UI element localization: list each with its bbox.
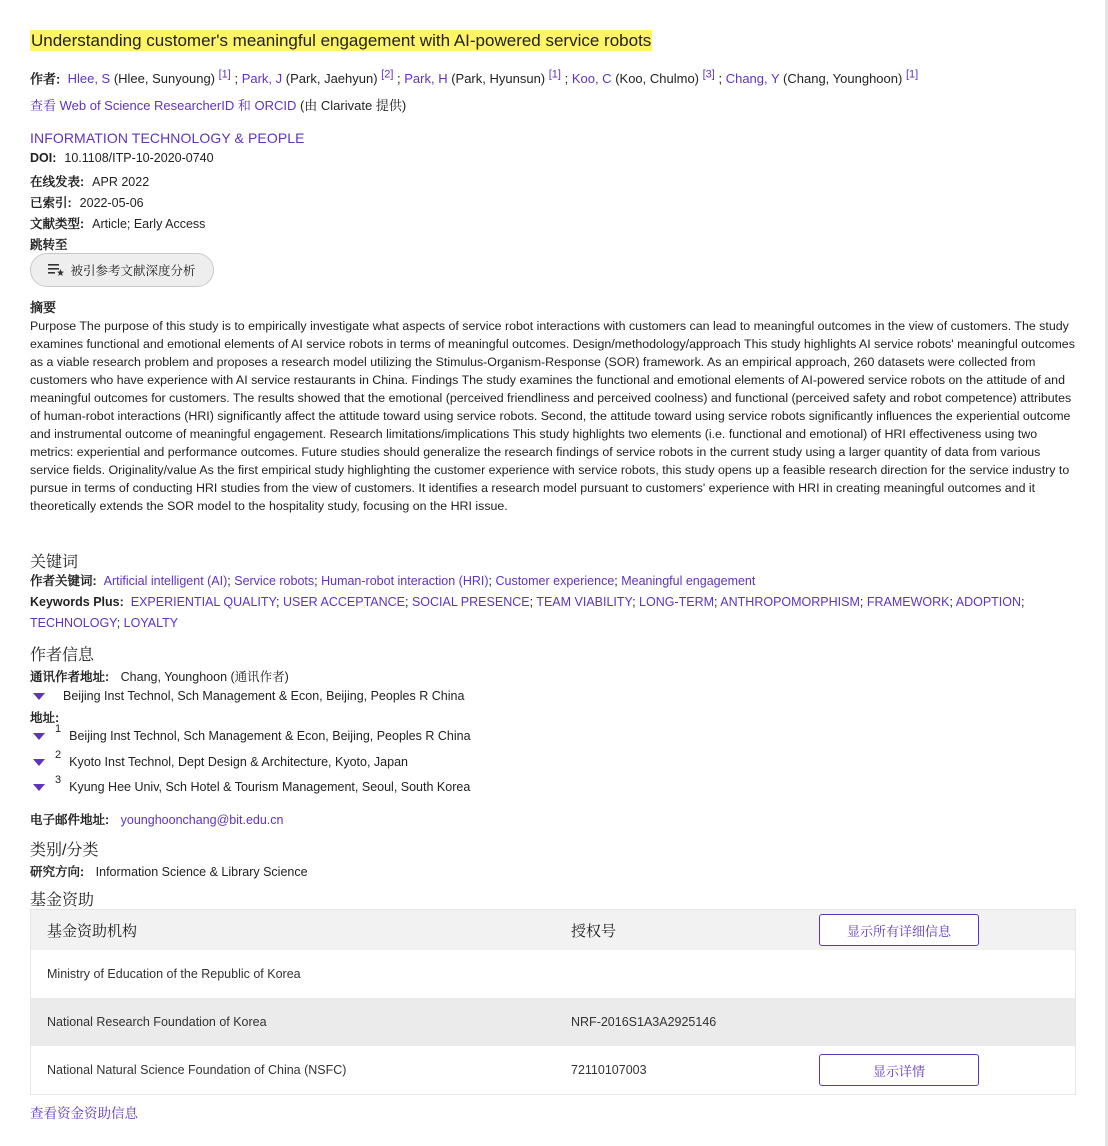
doi-row <box>30 151 214 165</box>
keyword-link[interactable]: Service robots <box>234 574 315 588</box>
keyword-separator: ; <box>314 574 322 588</box>
keyword-link[interactable]: TECHNOLOGY <box>30 616 117 630</box>
author-list <box>68 71 919 86</box>
researcher-id-link[interactable]: 查看 Web of Science ResearcherID 和 ORCID <box>30 98 297 113</box>
research-area-row <box>30 862 308 880</box>
keyword-separator: ; <box>529 595 537 609</box>
doctype-row <box>30 214 205 232</box>
funding-agency: National Natural Science Foundation of China (NSFC) <box>47 1063 347 1077</box>
corr-address-row[interactable] <box>30 689 464 703</box>
keyword-link[interactable]: FRAMEWORK <box>866 595 950 609</box>
triangle-down-icon[interactable] <box>33 733 45 740</box>
funding-row <box>31 1046 1075 1094</box>
abstract-heading: 摘要 <box>30 300 57 315</box>
doctype-label: 文献类型: <box>30 217 85 231</box>
keyword-link[interactable]: TEAM VIABILITY <box>536 595 633 609</box>
keyword-separator: ; <box>116 616 124 630</box>
author-keywords-list <box>104 574 756 588</box>
researcher-id-line <box>30 95 406 114</box>
funding-table <box>30 909 1076 1095</box>
jump-row <box>30 235 76 253</box>
funding-row <box>31 998 1075 1046</box>
authors-line <box>30 66 1076 88</box>
funding-table-header <box>31 910 1075 950</box>
author-separator: ; <box>393 71 405 87</box>
corr-row <box>30 667 289 685</box>
email-link[interactable]: younghoonchang@bit.edu.cn <box>120 813 284 827</box>
researcher-provider: (由 Clarivate 提供) <box>299 98 407 113</box>
title-wrap <box>30 31 652 51</box>
jump-label: 跳转至 <box>30 238 68 252</box>
author-affiliation-ref[interactable]: [2] <box>381 69 394 81</box>
address-text: Kyung Hee Univ, Sch Hotel & Tourism Management, Seoul, South Korea <box>69 780 471 794</box>
address-number: 2 <box>55 749 62 761</box>
author-affiliation-ref[interactable]: [1] <box>905 69 919 81</box>
author-separator: ; <box>714 71 726 87</box>
keywords-plus-label: Keywords Plus: <box>30 595 124 609</box>
keyword-separator: ; <box>614 574 622 588</box>
author-fullname: (Park, Hyunsun) <box>447 71 549 87</box>
keyword-link[interactable]: USER ACCEPTANCE <box>282 595 405 609</box>
grant-column-header: 授权号 <box>571 922 617 940</box>
funding-agency: National Research Foundation of Korea <box>47 1015 267 1029</box>
email-label: 电子邮件地址: <box>30 813 110 827</box>
keywords-plus-row <box>30 592 1076 634</box>
funding-heading: 基金资助 <box>30 892 95 909</box>
author-fullname: (Koo, Chulmo) <box>611 71 703 87</box>
keyword-link[interactable]: Human-robot interaction (HRI) <box>321 574 489 588</box>
show-all-details-button[interactable]: 显示所有详细信息 <box>819 914 979 946</box>
keyword-separator: ; <box>859 595 867 609</box>
address-row[interactable] <box>30 774 471 794</box>
keyword-separator: ; <box>714 595 721 609</box>
author-link[interactable]: Chang, Y <box>725 71 780 87</box>
author-link[interactable]: Park, H <box>404 71 448 87</box>
doi-value: 10.1108/ITP-10-2020-0740 <box>64 151 214 165</box>
author-affiliation-ref[interactable]: [1] <box>548 69 561 81</box>
indexed-value: 2022-05-06 <box>79 196 144 210</box>
author-separator: ; <box>560 71 572 87</box>
author-separator: ; <box>230 71 242 87</box>
keyword-link[interactable]: LOYALTY <box>123 616 179 630</box>
author-affiliation-ref[interactable]: [1] <box>218 69 231 81</box>
keyword-separator: ; <box>276 595 283 609</box>
article-title: Understanding customer's meaningful engagement with AI-powered service robots <box>31 31 652 50</box>
keyword-separator: ; <box>949 595 956 609</box>
address-number: 1 <box>55 723 62 735</box>
funding-agency: Ministry of Education of the Republic of Korea <box>47 967 301 981</box>
author-link[interactable]: Park, J <box>241 71 283 87</box>
address-text: Kyoto Inst Technol, Dept Design & Architecture, Kyoto, Japan <box>69 755 408 769</box>
grant-number: NRF-2016S1A3A2925146 <box>571 1015 717 1029</box>
keyword-link[interactable]: Customer experience <box>495 574 615 588</box>
corr-name: Chang, Younghoon <box>120 670 228 684</box>
journal-link[interactable]: INFORMATION TECHNOLOGY & PEOPLE <box>30 130 305 146</box>
doctype-value: Article; Early Access <box>92 217 206 231</box>
online-value: APR 2022 <box>92 175 150 189</box>
list-star-icon <box>48 262 64 279</box>
author-keywords-label: 作者关键词: <box>30 574 97 588</box>
keywords-plus-list <box>30 595 1025 630</box>
address-text: Beijing Inst Technol, Sch Management & Econ, Beijing, Peoples R China <box>69 729 471 743</box>
keyword-link[interactable]: SOCIAL PRESENCE <box>411 595 530 609</box>
keyword-separator: ; <box>405 595 412 609</box>
triangle-down-icon[interactable] <box>33 784 45 791</box>
research-area-label: 研究方向: <box>30 865 85 879</box>
doi-label: DOI: <box>30 151 57 165</box>
keyword-separator: ; <box>488 574 496 588</box>
author-info-heading: 作者信息 <box>30 647 95 664</box>
triangle-down-icon[interactable] <box>33 759 45 766</box>
keyword-separator: ; <box>227 574 235 588</box>
author-link[interactable]: Hlee, S <box>67 71 111 87</box>
author-fullname: (Park, Jaehyun) <box>282 71 382 87</box>
address-number: 3 <box>55 774 62 786</box>
authors-label: 作者: <box>30 71 61 87</box>
address-row[interactable] <box>30 723 471 743</box>
show-details-button[interactable]: 显示详情 <box>819 1054 979 1086</box>
address-row[interactable] <box>30 749 408 769</box>
agency-column-header: 基金资助机构 <box>47 922 138 940</box>
funding-row <box>31 950 1075 998</box>
research-area-value: Information Science & Library Science <box>95 865 308 879</box>
grant-number: 72110107003 <box>571 1063 647 1077</box>
triangle-down-icon[interactable] <box>33 693 45 700</box>
author-link[interactable]: Koo, C <box>571 71 612 87</box>
keyword-separator: ; <box>632 595 640 609</box>
online-row <box>30 172 149 190</box>
corr-tag: (通讯作者) <box>230 670 289 684</box>
citation-analysis-button[interactable] <box>30 253 214 287</box>
keyword-link[interactable]: EXPERIENTIAL QUALITY <box>130 595 277 609</box>
keywords-heading: 关键词 <box>30 554 79 571</box>
category-heading: 类别/分类 <box>30 842 99 859</box>
view-funding-link[interactable]: 查看资金资助信息 <box>30 1106 138 1121</box>
citation-analysis-label: 被引参考文献深度分析 <box>70 264 196 278</box>
email-row <box>30 810 283 828</box>
online-label: 在线发表: <box>30 175 85 189</box>
indexed-row <box>30 193 144 211</box>
keyword-link[interactable]: ANTHROPOMORPHISM <box>720 595 860 609</box>
addr-label: 地址: <box>30 711 60 725</box>
keyword-link[interactable]: LONG-TERM <box>639 595 715 609</box>
author-fullname: (Chang, Younghoon) <box>779 71 906 87</box>
author-affiliation-ref[interactable]: [3] <box>702 69 715 81</box>
keyword-separator: ; <box>1021 595 1025 609</box>
keyword-link[interactable]: Artificial intelligent (AI) <box>103 574 228 588</box>
corr-address: Beijing Inst Technol, Sch Management & Econ, Beijing, Peoples R China <box>63 689 465 703</box>
author-fullname: (Hlee, Sunyoung) <box>110 71 219 87</box>
keyword-link[interactable]: ADOPTION <box>955 595 1022 609</box>
author-keywords-row <box>30 571 1076 592</box>
abstract-text: Purpose The purpose of this study is to empirically investigate what aspects of service robot interactions with customers can lead to meaningful outcomes in the view of customers. The study examines functional and emotional elements of AI service robots in terms of meaningful outcomes. Design/methodology/approach This study highlights AI service robots' meaningful outcomes as a viable research problem and proposes a research model utilizing the Stimulus-Organism-Response (SOR) framework. As an empirical approach, 260 datasets were collected from customers who have experience with AI service restaurants in China. Findings The study examines the functional and emotional elements of AI-powered service robots on the attitude of and meaningful outcomes for customers. The results showed that the emotional (perceived friendliness and perceived coolness) and functional (perceived safety and robot competence) attributes of human-robot interactions (HRI) significantly affect the attitude toward using service robots. Second, the attitude toward using service robots significantly influences the experiential outcome and instrumental outcome of meaningful engagement. Research limitations/implications This study highlights two elements (i.e. functional and emotional) of HRI effectiveness using two metrics: experiential and performance outcomes. Future studies should generalize the research findings of service robots in the current study using a larger quantity of data from various service fields. Originality/value As the first empirical study highlighting the customer experience with service robots, this study opens up a feasible research direction for the service industry to pursue in terms of conducting HRI studies from the view of customers. It identifies a research model pursuant to customers' experience with HRI in creating meaningful outcomes and it theoretically extends the SOR model to the hospitality study, focusing on the HRI issue. <box>30 319 1075 513</box>
addr-label-row <box>30 708 67 726</box>
corr-label: 通讯作者地址: <box>30 670 110 684</box>
keyword-link[interactable]: Meaningful engagement <box>621 574 756 588</box>
indexed-label: 已索引: <box>30 196 72 210</box>
